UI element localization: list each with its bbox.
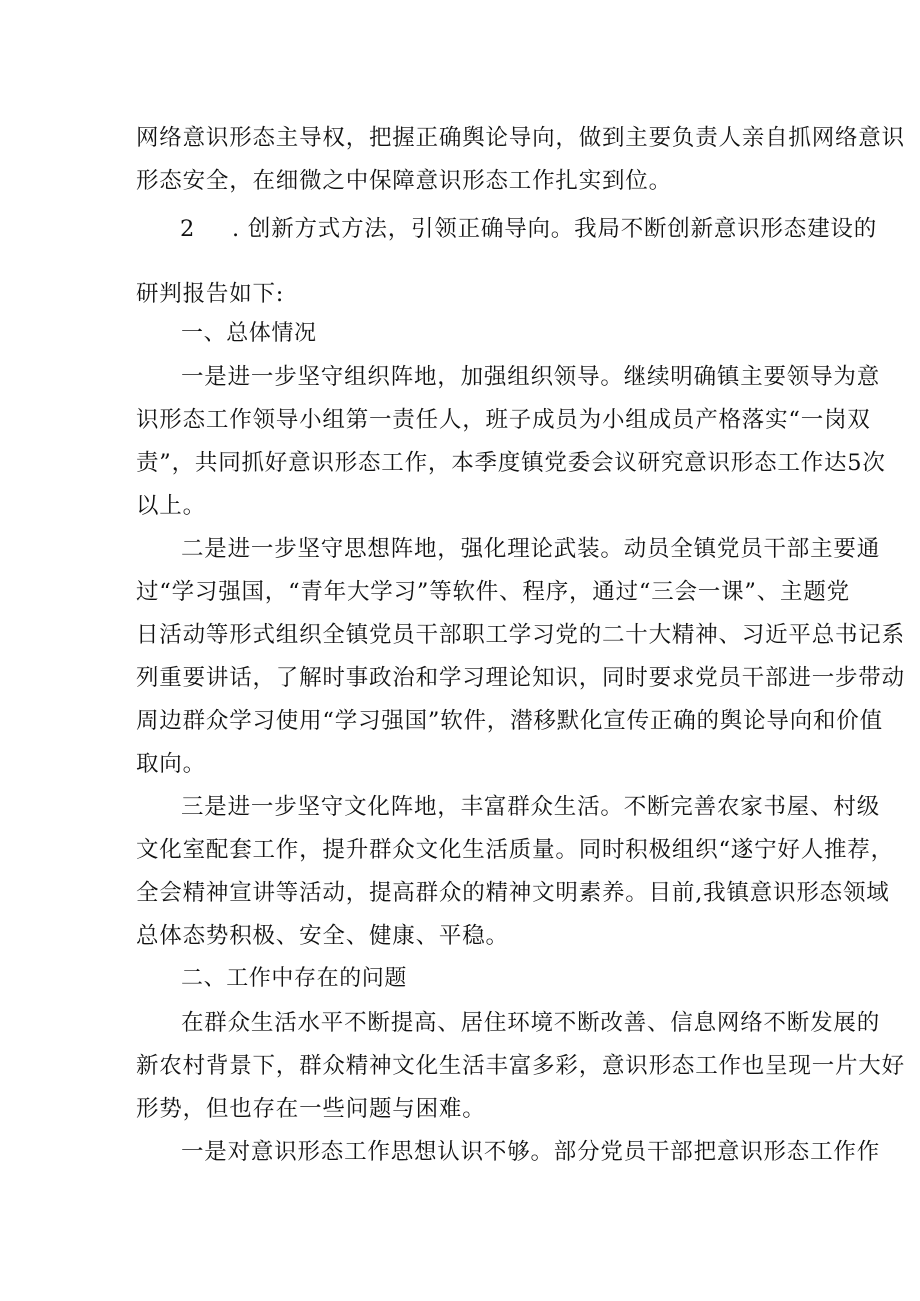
paragraph-line: 一是进一步坚守组织阵地，加强组织领导。继续明确镇主要领导为意 [181, 364, 881, 390]
paragraph-line: 三是进一步坚守文化阵地，丰富群众生活。不断完善农家书屋、村级 [181, 794, 881, 820]
paragraph-line: 列重要讲话，了解时事政治和学习理论知识，同时要求党员干部进一步带动 [136, 665, 905, 691]
paragraph-line: 网络意识形态主导权，把握正确舆论导向，做到主要负责人亲自抓网络意识 [136, 125, 905, 151]
paragraph-line: 识形态工作领导小组第一责任人，班子成员为小组成员产格落实“一岗双 [136, 407, 871, 433]
paragraph-line: 全会精神宣讲等活动，提高群众的精神文明素养。目前,我镇意识形态领域 [136, 880, 890, 906]
paragraph-line: 一是对意识形态工作思想认识不够。部分党员干部把意识形态工作作 [181, 1139, 881, 1165]
paragraph-line: 形势，但也存在一些问题与困难。 [136, 1096, 486, 1122]
paragraph-line: 周边群众学习使用“学习强国”软件，潜移默化宣传正确的舆论导向和价值 [136, 708, 883, 734]
list-item-number: 2 [180, 216, 195, 242]
paragraph-line: 取向。 [136, 751, 206, 777]
list-item-text: . 创新方式方法，引领正确导向。我局不断创新意识形态建设的 [232, 216, 878, 242]
paragraph-line: 新农村背景下，群众精神文化生活丰富多彩，意识形态工作也呈现一片大好 [136, 1053, 905, 1079]
paragraph-line: 在群众生活水平不断提高、居住环境不断改善、信息网络不断发展的 [181, 1010, 881, 1036]
paragraph-line: 研判报告如下: [136, 281, 285, 307]
paragraph-line: 日活动等形式组织全镇党员干部职工学习党的二十大精神、习近平总书记系 [136, 622, 905, 648]
paragraph-line: 总体态势积极、安全、健康、平稳。 [136, 923, 509, 949]
paragraph-line: 形态安全，在细微之中保障意识形态工作扎实到位。 [136, 168, 672, 194]
paragraph-line: 文化室配套工作，提升群众文化生活质量。同时积极组织“遂宁好人推荐， [136, 837, 894, 863]
paragraph-line: 二是进一步坚守思想阵地，强化理论武装。动员全镇党员干部主要通 [181, 536, 881, 562]
section-heading: 二、工作中存在的问题 [181, 966, 408, 991]
section-heading: 一、总体情况 [181, 321, 317, 346]
paragraph-line: 过“学习强国，“青年大学习”等软件、程序，通过“三会一课”、主题党 [136, 579, 850, 605]
paragraph-line: 以上。 [136, 493, 206, 519]
paragraph-line: 责”，共同抓好意识形态工作，本季度镇党委会议研究意识形态工作达5次 [136, 450, 886, 476]
